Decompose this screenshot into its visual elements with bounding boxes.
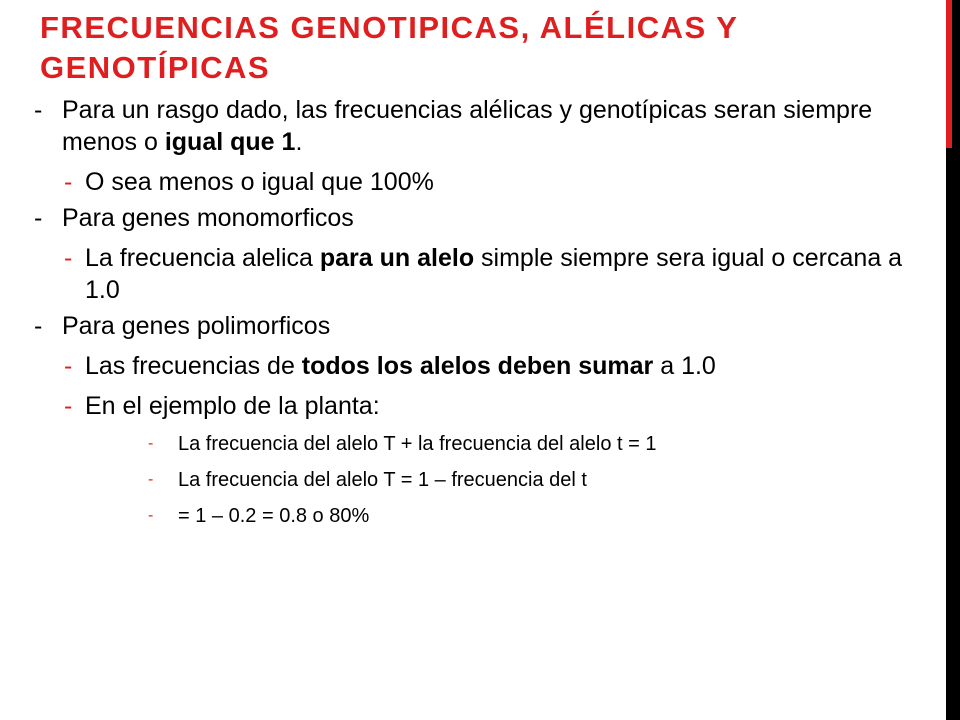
bullet-text-end: . [295, 128, 303, 156]
bullet-text-end: simple siempre sera igual o cercana a 1.0 [85, 244, 903, 304]
bullet-text: En el ejemplo de la planta: [85, 392, 380, 420]
bullet-equation-difference [0, 466, 930, 494]
bullet-text: La frecuencia alelica [85, 244, 320, 272]
slide-content [0, 90, 930, 530]
bullet-dash: - [64, 244, 73, 272]
bullet-text: Para un rasgo dado, las frecuencias alélicas y genotípicas seran siempre menos o [62, 96, 873, 156]
bullet-text: La frecuencia del alelo T = 1 – frecuencia del t [178, 469, 587, 491]
bullet-dash: - [148, 435, 154, 452]
bullet-dash: - [64, 168, 73, 196]
bullet-text: Para genes polimorficos [62, 312, 331, 340]
bullet-dash: - [148, 471, 154, 488]
bullet-dash: - [34, 204, 43, 232]
bullet-dash: - [64, 392, 73, 420]
bullet-dash: - [34, 312, 43, 340]
bullet-polymorphic-detail [0, 350, 930, 382]
bullet-text: O sea menos o igual que 100% [85, 168, 434, 196]
bullet-monomorphic [0, 202, 930, 234]
bullet-emphasis: todos los alelos deben sumar [301, 352, 654, 380]
bullet-percent [0, 166, 930, 198]
bullet-monomorphic-detail [0, 242, 930, 306]
bullet-emphasis: para un alelo [319, 244, 475, 272]
bullet-plant-example [0, 390, 930, 422]
bullet-equation-result [0, 502, 930, 530]
bullet-dash: - [64, 352, 73, 380]
bullet-equation-sum [0, 430, 930, 458]
bullet-polymorphic [0, 310, 930, 342]
side-accent-bar [946, 0, 952, 148]
bullet-dash: - [34, 96, 43, 124]
bullet-frequency-limit [0, 94, 930, 158]
bullet-text: Para genes monomorficos [62, 204, 354, 232]
bullet-text: Las frecuencias de [85, 352, 302, 380]
bullet-text: = 1 – 0.2 = 0.8 o 80% [178, 505, 370, 527]
slide-title: FRECUENCIAS GENOTIPICAS, ALÉLICAS Y GENOTÍPICAS [40, 10, 738, 85]
bullet-dash: - [148, 507, 154, 524]
bullet-emphasis: igual que 1 [164, 128, 296, 156]
bullet-text-end: a 1.0 [653, 352, 716, 380]
bullet-text: La frecuencia del alelo T + la frecuencia del alelo t = 1 [178, 433, 657, 455]
